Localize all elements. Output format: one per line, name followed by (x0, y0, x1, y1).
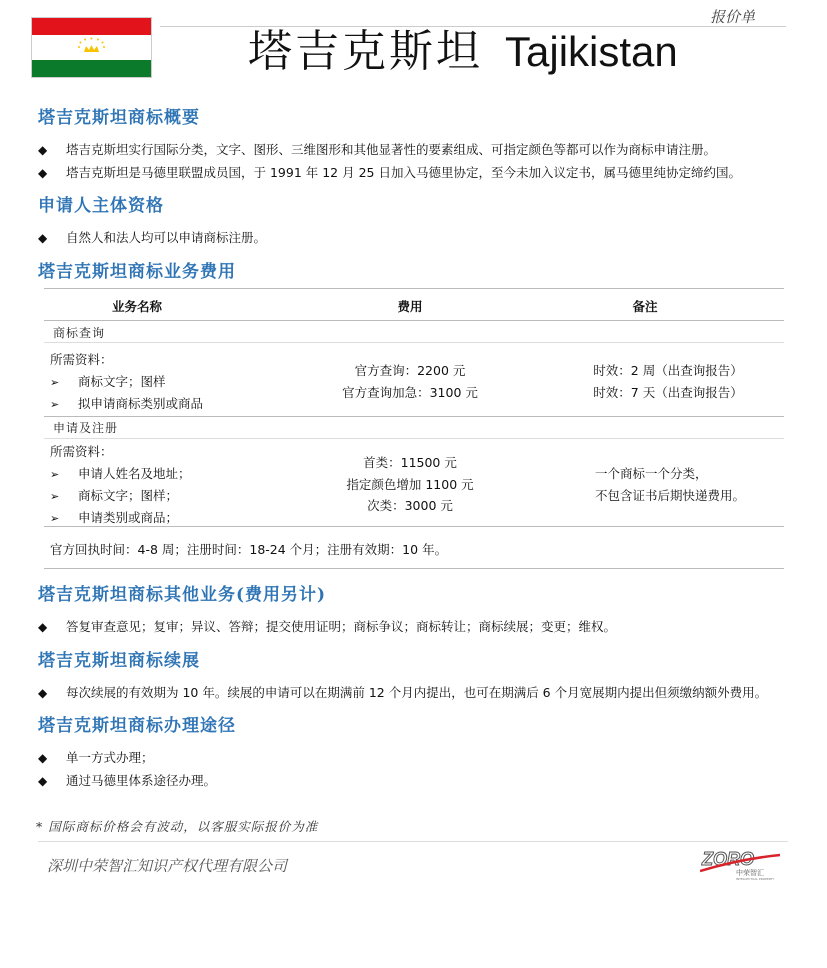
arrow-bullet-icon: ➢ (50, 490, 60, 503)
table-divider (44, 438, 784, 439)
diamond-bullet-icon: ◆ (38, 231, 48, 245)
table-divider (44, 526, 784, 527)
registration-materials-label: 所需资料： (50, 444, 113, 459)
zoro-logo (700, 849, 782, 881)
search-remark-urgent: 时效：7 天（出查询报告） (593, 385, 743, 400)
table-top-border (44, 288, 784, 289)
bullet-item: ◆ 塔吉克斯坦实行国际分类，文字、图形、三维图形和其他显著性的要素组成、可指定颜色等都可以作为商标申请注册。 (38, 142, 717, 157)
search-fee-urgent: 官方查询加急：3100 元 (342, 385, 478, 400)
search-remark-standard: 时效：2 周（出查询报告） (593, 363, 743, 378)
page-title (248, 26, 678, 77)
registration-fee-color: 指定颜色增加 1100 元 (346, 477, 474, 492)
bullet-item: ◆ 每次续展的有效期为 10 年。续展的申请可以在期满前 12 个月内提出，也可在期满后 6 个月宽展期内提出但须缴纳额外费用。 (38, 685, 768, 700)
timeline-note: 官方回执时间：4-8 周；注册时间：18-24 个月；注册有效期：10 年。 (50, 542, 448, 557)
section-heading-routes: 塔吉克斯坦商标办理途径 (38, 716, 236, 736)
diamond-bullet-icon: ◆ (38, 774, 48, 788)
table-section-registration: 申请及注册 (53, 421, 119, 435)
arrow-bullet-icon: ➢ (50, 398, 60, 411)
tajikistan-flag (31, 17, 152, 78)
table-section-search: 商标查询 (53, 326, 106, 340)
bullet-item: ◆ 单一方式办理； (38, 750, 154, 765)
section-heading-other-services: 塔吉克斯坦商标其他业务(费用另计) (38, 585, 327, 605)
bullet-item: ◆ 自然人和法人均可以申请商标注册。 (38, 230, 267, 245)
svg-text:中荣智汇: 中荣智汇 (736, 869, 764, 877)
list-item: ➢ 申请人姓名及地址； (50, 466, 191, 481)
arrow-bullet-icon: ➢ (50, 376, 60, 389)
table-divider (44, 320, 784, 321)
bullet-item: ◆ 塔吉克斯坦是马德里联盟成员国，于 1991 年 12 月 25 日加入马德里协定，至今未加入议定书，属马德里纯协定缔约国。 (38, 165, 741, 180)
diamond-bullet-icon: ◆ (38, 751, 48, 765)
registration-remark: 不包含证书后期快递费用。 (595, 488, 746, 503)
svg-text:ZORO: ZORO (702, 849, 754, 869)
list-item: ➢ 商标文字；图样； (50, 488, 179, 503)
footer-divider (38, 841, 788, 842)
arrow-bullet-icon: ➢ (50, 512, 60, 525)
registration-fee-first-class: 首类：11500 元 (363, 455, 457, 470)
search-materials-label: 所需资料： (50, 352, 113, 367)
bullet-item: ◆ 通过马德里体系途径办理。 (38, 773, 217, 788)
table-divider (44, 342, 784, 343)
list-item: ➢ 商标文字；图样 (50, 374, 166, 389)
bullet-item: ◆ 答复审查意见；复审；异议、答辩；提交使用证明；商标争议；商标转让；商标续展；变更；维权。 (38, 619, 617, 634)
diamond-bullet-icon: ◆ (38, 620, 48, 634)
list-item: ➢ 拟申请商标类别或商品 (50, 396, 204, 411)
diamond-bullet-icon: ◆ (38, 686, 48, 700)
table-header-remark: 备注 (632, 299, 658, 314)
section-heading-overview: 塔吉克斯坦商标概要 (38, 108, 200, 128)
document-type-label: 报价单 (710, 8, 756, 26)
price-disclaimer: * 国际商标价格会有波动，以客服实际报价为准 (36, 819, 319, 834)
search-fee-standard: 官方查询：2200 元 (354, 363, 466, 378)
section-heading-eligibility: 申请人主体资格 (38, 196, 164, 216)
list-item: ➢ 申请类别或商品； (50, 510, 179, 525)
svg-text:INTELLECTUAL PROPERTY: INTELLECTUAL PROPERTY (736, 877, 775, 881)
company-name: 深圳中荣智汇知识产权代理有限公司 (47, 857, 288, 875)
table-header-fee: 费用 (397, 299, 423, 314)
diamond-bullet-icon: ◆ (38, 143, 48, 157)
table-header-service: 业务名称 (111, 299, 162, 314)
diamond-bullet-icon: ◆ (38, 166, 48, 180)
page-title-english: Tajikistan (505, 28, 678, 75)
arrow-bullet-icon: ➢ (50, 468, 60, 481)
page-title-chinese: 塔吉克斯坦 (248, 26, 483, 77)
section-heading-renewal: 塔吉克斯坦商标续展 (38, 651, 200, 671)
table-divider (44, 416, 784, 417)
registration-fee-extra-class: 次类：3000 元 (367, 498, 453, 513)
table-bottom-border (44, 568, 784, 569)
registration-remark: 一个商标一个分类， (595, 466, 708, 481)
section-heading-fees: 塔吉克斯坦商标业务费用 (38, 262, 236, 282)
